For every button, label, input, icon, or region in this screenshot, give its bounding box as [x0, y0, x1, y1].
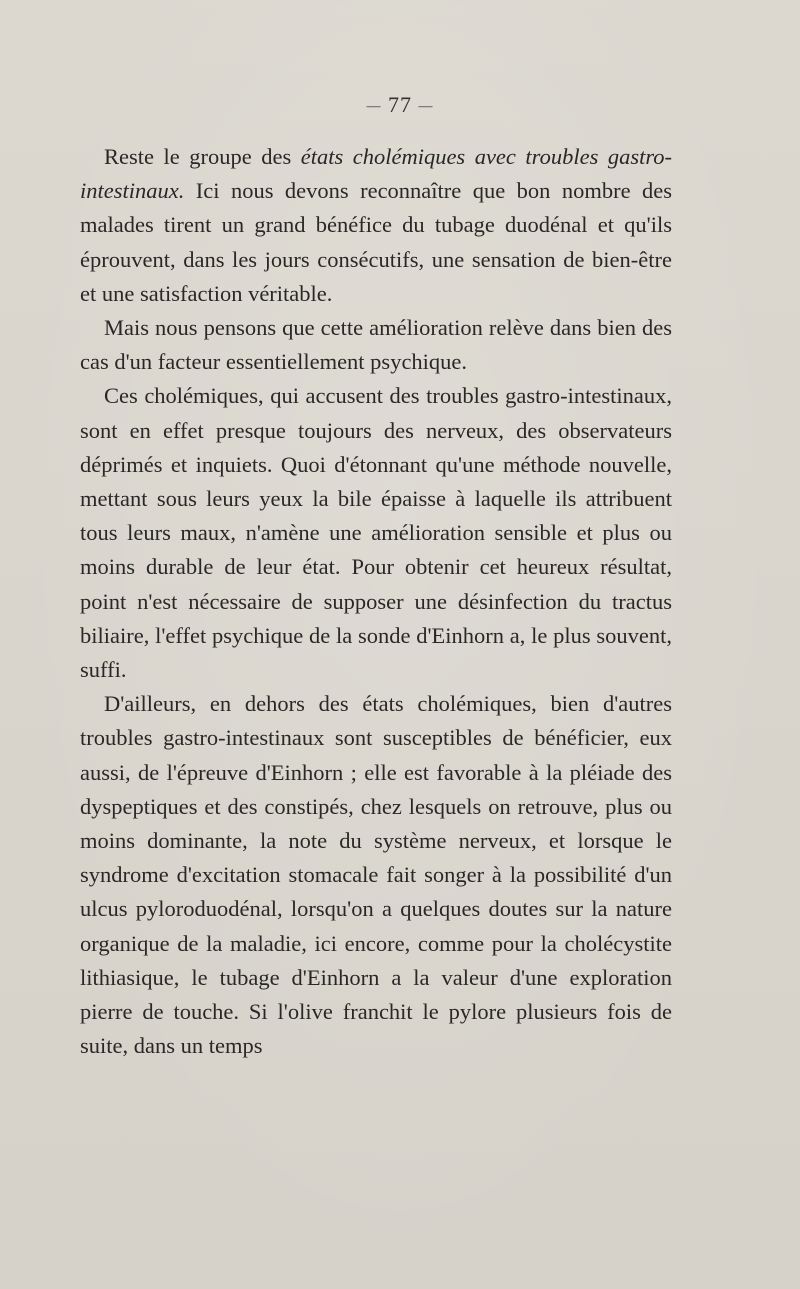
folio-dash-right: — — [418, 98, 434, 114]
paragraph-1 — [80, 140, 672, 311]
paragraph-2: Mais nous pensons que cette amélioration relève dans bien des cas d'un facteur essentiellement psychique. — [80, 315, 672, 375]
folio-dash-left: — — [366, 98, 382, 114]
body-text — [80, 140, 672, 1063]
page-number: 77 — [388, 92, 412, 117]
page-number-header — [0, 92, 800, 118]
paragraph-1-italic-term: états cholémiques avec troubles gastro-intestinaux. — [80, 144, 672, 204]
paragraph-3: Ces cholémiques, qui accusent des troubles gastro-intestinaux, sont en effet presque toujours des nerveux, des observateurs déprimés et inquiets. Quoi d'étonnant qu'une méthode nouvelle, mettant sous leurs yeux la bile épaisse à laquelle ils attribuent tous leurs maux, n'amène une amélioration sensible et plus ou moins durable de leur état. Pour obtenir cet heureux résultat, point n'est nécessaire de supposer une désinfection du tractus biliaire, l'effet psychique de la sonde d'Einhorn a, le plus souvent, suffi. — [80, 383, 672, 683]
paragraph-4: D'ailleurs, en dehors des états cholémiques, bien d'autres troubles gastro-intestinaux sont susceptibles de bénéficier, eux aussi, de l'épreuve d'Einhorn ; elle est favorable à la pléiade des dyspeptiques et des constipés, chez lesquels on retrouve, plus ou moins dominante, la note du système nerveux, et lorsque le syndrome d'excitation stomacale fait songer à la possibilité d'un ulcus pyloroduodénal, lorsqu'on a quelques doutes sur la nature organique de la maladie, ici encore, comme pour la cholécystite lithiasique, le tubage d'Einhorn a la valeur d'une exploration pierre de touche. Si l'olive franchit le pylore plusieurs fois de suite, dans un temps — [80, 691, 672, 1059]
paragraph-1-rest: Ici nous devons reconnaître que bon nombre des malades tirent un grand bénéfice du tubage duodénal et qu'ils éprouvent, dans les jours consécutifs, une sensation de bien-être et une satisfaction véritable. — [80, 178, 672, 306]
paragraph-1-start: Reste le groupe des — [104, 144, 301, 169]
